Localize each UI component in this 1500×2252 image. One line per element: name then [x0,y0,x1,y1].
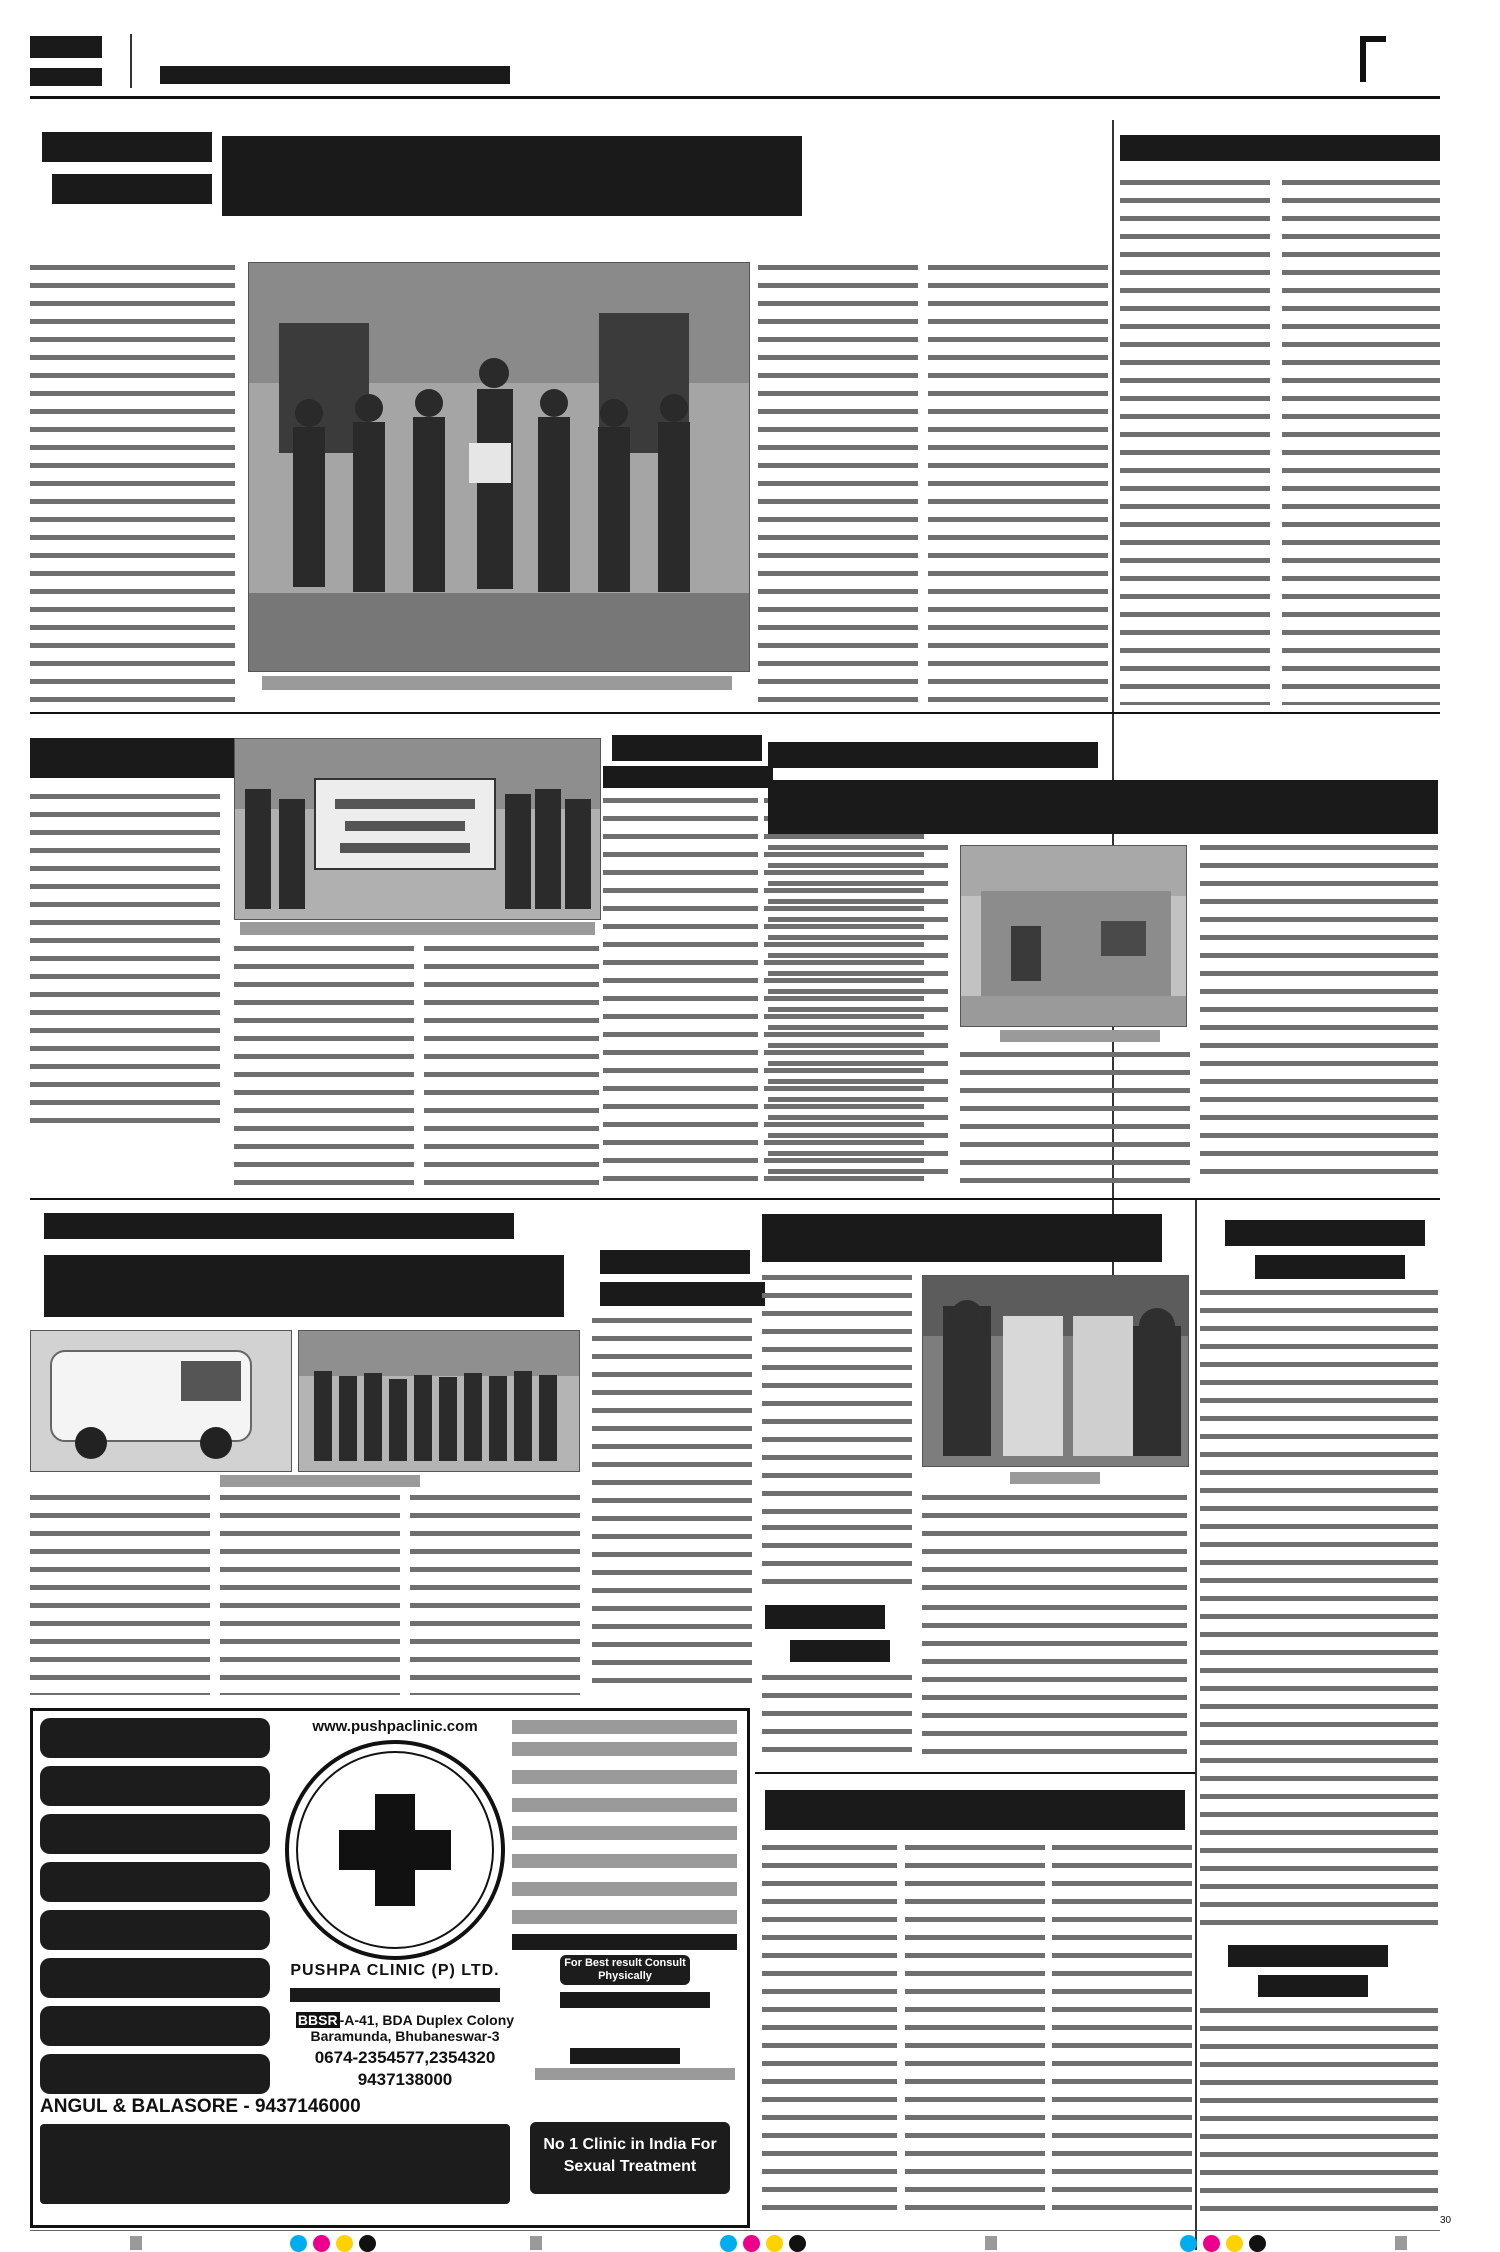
secc-headline [765,1790,1185,1830]
lead-photo-caption [262,676,732,690]
ad-symptom-2 [40,1766,270,1806]
reg-dot-magenta [1203,2235,1220,2252]
education-headline [612,735,762,761]
lead-photo [248,262,750,672]
section-rule-2 [30,1198,1440,1200]
ad-branches: ANGUL & BALASORE - 9437146000 [40,2096,361,2117]
col-rule-right-lower [1195,1200,1197,2250]
ad-address-line-2: Baramunda, Bhubaneswar-3 [310,2028,500,2044]
masthead-dateline [160,66,510,84]
ad-approval-line [290,1988,500,2002]
masthead-logo [30,36,102,58]
robbery-headline [762,1214,1162,1262]
reg-dot-magenta [743,2235,760,2252]
registration-block-3 [985,2236,997,2250]
secc-col-3-text [1052,1845,1192,2220]
reg-dot-magenta [313,2235,330,2252]
rti-col-2-text [234,946,414,1186]
lead-col-1-text [30,265,235,705]
liquor-photo-van-image [31,1331,291,1471]
ad-info-line-3 [512,1770,737,1784]
anganwadi-col-2-text [960,1052,1190,1192]
rti-photo-caption [240,922,595,935]
lead-col-3-text [758,265,918,705]
reg-dot-black [1249,2235,1266,2252]
ad-symptom-1 [40,1718,270,1758]
registration-block-4 [1395,2236,1407,2250]
right-top-col-1-text [1120,180,1270,705]
footer-rule [30,2230,1440,2231]
robbery-photo-image [923,1276,1188,1466]
robbery-photo-caption [1010,1472,1100,1484]
robbery-col-3-text [922,1495,1187,1595]
masthead-rule [30,96,1440,99]
masthead-divider [130,34,132,88]
village-col-2-text [922,1605,1187,1765]
registration-dots-2 [720,2235,806,2252]
reg-dot-yellow [1226,2235,1243,2252]
reg-dot-yellow [766,2235,783,2252]
village-headline [765,1605,885,1629]
ad-info-line-8 [512,1910,737,1924]
lead-kicker-line-1 [42,132,212,162]
reg-dot-black [359,2235,376,2252]
ad-consult-badge: For Best result Consult Physically [560,1955,690,1985]
liquor-col-2-text [220,1495,400,1695]
ad-symptom-6 [40,1958,270,1998]
minor-text [592,1318,752,1696]
section-rule-3 [755,1772,1195,1774]
right-top-col-2-text [1282,180,1440,705]
liquor-photo-van [30,1330,292,1472]
reg-dot-cyan [290,2235,307,2252]
ad-symptom-5 [40,1910,270,1950]
anganwadi-col-3-text [1200,845,1438,1185]
rti-photo-image [235,739,600,919]
ad-address-line-1: -A-41, BDA Duplex Colony [339,2012,515,2028]
ad-website: www.pushpaclinic.com [312,1718,478,1735]
rti-col-1-text [30,794,220,1124]
rti-col-3-text [424,946,599,1186]
ad-patient-count [560,1992,710,2008]
ad-symptom-4 [40,1862,270,1902]
ad-info-line-1 [512,1720,737,1734]
village-col-1-text [762,1675,912,1760]
page-corner-mark [1360,36,1386,82]
anganwadi-photo [960,845,1187,1027]
anganwadi-kicker [768,742,1098,768]
right-top-headline [1120,135,1440,161]
registration-dots-3 [1180,2235,1266,2252]
liquor-kicker [44,1213,514,1239]
ad-logo-circle [285,1740,505,1960]
ad-address-label: BBSR [297,2012,338,2028]
ad-no1-clinic: No 1 Clinic in India For Sexual Treatment [530,2122,730,2194]
ad-cross-icon [289,1744,501,1956]
ad-timings-title [570,2048,680,2064]
page-number: 30 [1440,2215,1452,2226]
puja-subhead [1255,1255,1405,1279]
vet-text [1200,2008,1438,2218]
ad-info-line-4 [512,1798,737,1812]
registration-block-1 [130,2236,142,2250]
lead-headline [222,136,802,216]
ad-symptom-7 [40,2006,270,2046]
reg-dot-cyan [1180,2235,1197,2252]
registration-block-2 [530,2236,542,2250]
ad-info-line-6 [512,1854,737,1868]
section-rule-1 [30,712,1440,714]
ad-symptom-3 [40,1814,270,1854]
robbery-col-1-text [762,1275,912,1520]
reg-dot-cyan [720,2235,737,2252]
anganwadi-col-1-text [768,845,948,1185]
lead-col-4-text [928,265,1108,705]
ad-footer-slogan-bar [40,2124,510,2204]
village-subhead [790,1640,890,1662]
liquor-col-1-text [30,1495,210,1695]
puja-text [1200,1290,1438,1930]
reg-dot-yellow [336,2235,353,2252]
liquor-photo-group [298,1330,580,1472]
lead-kicker-line-2 [52,174,212,204]
anganwadi-photo-caption [1000,1030,1160,1042]
robbery-col-2-text [762,1525,912,1595]
ad-phone-1: 0674-2354577,2354320 [314,2048,496,2067]
ad-data-line [512,1934,737,1950]
puja-headline [1225,1220,1425,1246]
liquor-photo-caption [220,1475,420,1487]
liquor-headline [44,1255,564,1317]
ad-info-line-7 [512,1882,737,1896]
ad-clinic-name: PUSHPA CLINIC (P) LTD. [290,1962,500,1979]
masthead-year [30,68,102,86]
secc-col-1-text [762,1845,897,2220]
minor-headline [600,1250,750,1274]
ad-timings-line [535,2068,735,2080]
education-subhead [603,766,773,788]
robbery-photo [922,1275,1189,1467]
education-col-1-text [603,798,758,1193]
reg-dot-black [789,2235,806,2252]
vet-headline [1228,1945,1388,1967]
secc-col-2-text [905,1845,1045,2220]
lead-photo-image [249,263,749,671]
anganwadi-photo-image [961,846,1186,1026]
liquor-photo-group-image [299,1331,579,1471]
rti-photo [234,738,601,920]
minor-subhead [600,1282,765,1306]
vet-subhead [1258,1975,1368,1997]
anganwadi-headline [768,780,1438,834]
ad-symptom-8 [40,2054,270,2094]
ad-address [290,2012,520,2044]
ad-phone-2: 9437138000 [357,2070,453,2089]
ad-info-line-5 [512,1826,737,1840]
registration-dots-1 [290,2235,376,2252]
ad-info-line-2 [512,1742,737,1756]
liquor-col-3-text [410,1495,580,1695]
